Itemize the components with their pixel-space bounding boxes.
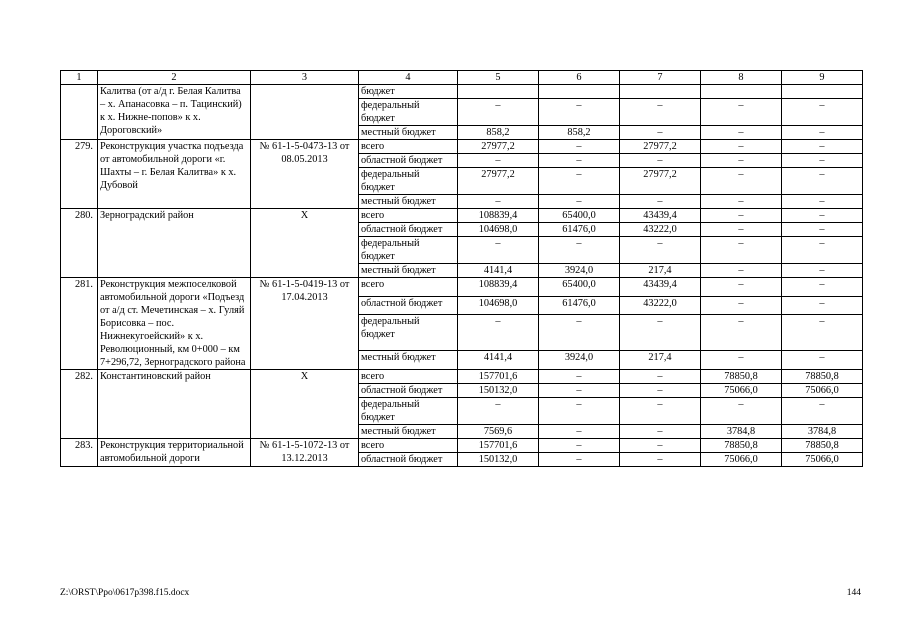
amount-cell: – [539, 453, 620, 467]
amount-cell: – [620, 384, 701, 398]
column-number-header: 4 [359, 71, 458, 85]
amount-cell: 78850,8 [782, 370, 863, 384]
amount-cell: – [620, 126, 701, 140]
amount-cell: 108839,4 [458, 209, 539, 223]
amount-cell: – [782, 264, 863, 278]
column-number-header: 6 [539, 71, 620, 85]
object-name: Реконструкция территориальной автомобильной дороги [98, 439, 251, 467]
funding-source: местный бюджет [359, 126, 458, 140]
amount-cell: 7569,6 [458, 425, 539, 439]
amount-cell: – [539, 140, 620, 154]
amount-cell [458, 85, 539, 99]
amount-cell [620, 85, 701, 99]
row-number [61, 85, 98, 140]
funding-source: всего [359, 278, 458, 297]
amount-cell: – [539, 315, 620, 351]
column-number-header: 3 [251, 71, 359, 85]
amount-cell: – [782, 351, 863, 370]
amount-cell: 43222,0 [620, 223, 701, 237]
amount-cell: – [701, 398, 782, 425]
amount-cell: 27977,2 [620, 168, 701, 195]
amount-cell: 78850,8 [782, 439, 863, 453]
amount-cell: – [620, 370, 701, 384]
amount-cell: 43439,4 [620, 209, 701, 223]
amount-cell: 157701,6 [458, 439, 539, 453]
row-number: 279. [61, 140, 98, 209]
file-path: Z:\ORST\Ppo\0617p398.f15.docx [60, 588, 190, 598]
document-ref [251, 85, 359, 140]
amount-cell: – [782, 237, 863, 264]
amount-cell: 157701,6 [458, 370, 539, 384]
funding-source: областной бюджет [359, 384, 458, 398]
column-number-header: 1 [61, 71, 98, 85]
funding-source: местный бюджет [359, 264, 458, 278]
amount-cell: 75066,0 [782, 453, 863, 467]
amount-cell: – [620, 195, 701, 209]
funding-source: местный бюджет [359, 351, 458, 370]
amount-cell [782, 85, 863, 99]
amount-cell: – [701, 315, 782, 351]
table-row [61, 370, 863, 384]
table-row [61, 140, 863, 154]
table-row [61, 85, 863, 99]
funding-source: федеральный бюджет [359, 168, 458, 195]
amount-cell: – [782, 223, 863, 237]
document-ref: № 61-1-5-0473-13 от 08.05.2013 [251, 140, 359, 209]
object-name: Зерноградский район [98, 209, 251, 278]
amount-cell: – [539, 99, 620, 126]
amount-cell: – [782, 140, 863, 154]
amount-cell: – [620, 237, 701, 264]
amount-cell: 61476,0 [539, 223, 620, 237]
funding-source: областной бюджет [359, 154, 458, 168]
funding-source: всего [359, 370, 458, 384]
funding-source: областной бюджет [359, 453, 458, 467]
row-number: 280. [61, 209, 98, 278]
row-number: 283. [61, 439, 98, 467]
page-number: 144 [846, 588, 861, 598]
amount-cell: – [782, 99, 863, 126]
column-number-header: 9 [782, 71, 863, 85]
budget-table [60, 70, 863, 467]
amount-cell: – [458, 398, 539, 425]
amount-cell: – [701, 168, 782, 195]
amount-cell: – [701, 296, 782, 315]
funding-source: федеральный бюджет [359, 237, 458, 264]
amount-cell: – [539, 237, 620, 264]
object-name: Константиновский район [98, 370, 251, 439]
column-number-header: 7 [620, 71, 701, 85]
amount-cell: – [701, 126, 782, 140]
amount-cell: – [620, 154, 701, 168]
amount-cell: 27977,2 [620, 140, 701, 154]
amount-cell: – [782, 195, 863, 209]
document-ref: Х [251, 370, 359, 439]
amount-cell: – [701, 195, 782, 209]
amount-cell: – [539, 425, 620, 439]
amount-cell: – [782, 278, 863, 297]
amount-cell: – [458, 99, 539, 126]
amount-cell: 108839,4 [458, 278, 539, 297]
amount-cell: 65400,0 [539, 209, 620, 223]
amount-cell: – [620, 439, 701, 453]
funding-source: всего [359, 209, 458, 223]
amount-cell: – [701, 264, 782, 278]
amount-cell: – [620, 398, 701, 425]
amount-cell: – [701, 140, 782, 154]
amount-cell: 104698,0 [458, 223, 539, 237]
amount-cell: 78850,8 [701, 370, 782, 384]
amount-cell: – [701, 223, 782, 237]
amount-cell: – [539, 384, 620, 398]
amount-cell: – [701, 154, 782, 168]
column-number-header: 2 [98, 71, 251, 85]
amount-cell: 27977,2 [458, 140, 539, 154]
object-name: Реконструкция межпоселковой автомобильной дороги «Подъезд от а/д ст. Мечетинская – х. Гуляй Борисовка – пос. Нижнекугоейский» к х. Революционный, км 0+000 – км 7+296,72, Зерноградского района [98, 278, 251, 370]
amount-cell: – [539, 168, 620, 195]
amount-cell: 43222,0 [620, 296, 701, 315]
amount-cell: – [620, 99, 701, 126]
amount-cell: – [782, 315, 863, 351]
amount-cell: – [782, 209, 863, 223]
funding-source: областной бюджет [359, 296, 458, 315]
amount-cell: 858,2 [539, 126, 620, 140]
amount-cell: 150132,0 [458, 453, 539, 467]
row-number: 281. [61, 278, 98, 370]
funding-source: всего [359, 439, 458, 453]
funding-source: местный бюджет [359, 195, 458, 209]
amount-cell: 75066,0 [701, 384, 782, 398]
amount-cell: – [458, 195, 539, 209]
amount-cell: – [782, 168, 863, 195]
table-row [61, 278, 863, 297]
amount-cell: 27977,2 [458, 168, 539, 195]
table-row [61, 439, 863, 453]
amount-cell: – [458, 154, 539, 168]
amount-cell: – [701, 278, 782, 297]
amount-cell: 78850,8 [701, 439, 782, 453]
funding-source: федеральный бюджет [359, 315, 458, 351]
amount-cell: – [620, 453, 701, 467]
amount-cell: 75066,0 [701, 453, 782, 467]
funding-source: всего [359, 140, 458, 154]
amount-cell [701, 85, 782, 99]
amount-cell: – [458, 315, 539, 351]
document-ref: № 61-1-5-1072-13 от 13.12.2013 [251, 439, 359, 467]
table-row [61, 209, 863, 223]
amount-cell: 61476,0 [539, 296, 620, 315]
column-number-header: 8 [701, 71, 782, 85]
amount-cell: – [782, 154, 863, 168]
amount-cell: 858,2 [458, 126, 539, 140]
document-ref: № 61-1-5-0419-13 от 17.04.2013 [251, 278, 359, 370]
amount-cell: 65400,0 [539, 278, 620, 297]
amount-cell: 104698,0 [458, 296, 539, 315]
amount-cell: – [701, 99, 782, 126]
header-row [61, 71, 863, 85]
funding-source: областной бюджет [359, 223, 458, 237]
amount-cell: 217,4 [620, 264, 701, 278]
amount-cell: 3924,0 [539, 264, 620, 278]
amount-cell: 3924,0 [539, 351, 620, 370]
amount-cell: – [539, 439, 620, 453]
row-number: 282. [61, 370, 98, 439]
amount-cell: – [782, 126, 863, 140]
funding-source: бюджет [359, 85, 458, 99]
amount-cell: 75066,0 [782, 384, 863, 398]
amount-cell: – [539, 398, 620, 425]
amount-cell: – [458, 237, 539, 264]
column-number-header: 5 [458, 71, 539, 85]
amount-cell: 3784,8 [782, 425, 863, 439]
amount-cell: – [620, 315, 701, 351]
amount-cell [539, 85, 620, 99]
amount-cell: 150132,0 [458, 384, 539, 398]
object-name: Калитва (от а/д г. Белая Калитва – х. Апанасовка – п. Тацинский) к х. Нижне-попов» к х. Дороговский» [98, 85, 251, 140]
amount-cell: 43439,4 [620, 278, 701, 297]
amount-cell: – [701, 209, 782, 223]
amount-cell: 3784,8 [701, 425, 782, 439]
amount-cell: – [539, 154, 620, 168]
object-name: Реконструкция участка подъезда от автомобильной дороги «г. Шахты – г. Белая Калитва» к х. Дубовой [98, 140, 251, 209]
amount-cell: 217,4 [620, 351, 701, 370]
amount-cell: 4141,4 [458, 351, 539, 370]
document-ref: Х [251, 209, 359, 278]
amount-cell: – [539, 370, 620, 384]
amount-cell: – [782, 296, 863, 315]
amount-cell: – [620, 425, 701, 439]
amount-cell: 4141,4 [458, 264, 539, 278]
funding-source: федеральный бюджет [359, 99, 458, 126]
amount-cell: – [701, 351, 782, 370]
amount-cell: – [539, 195, 620, 209]
amount-cell: – [782, 398, 863, 425]
funding-source: федеральный бюджет [359, 398, 458, 425]
amount-cell: – [701, 237, 782, 264]
funding-source: местный бюджет [359, 425, 458, 439]
